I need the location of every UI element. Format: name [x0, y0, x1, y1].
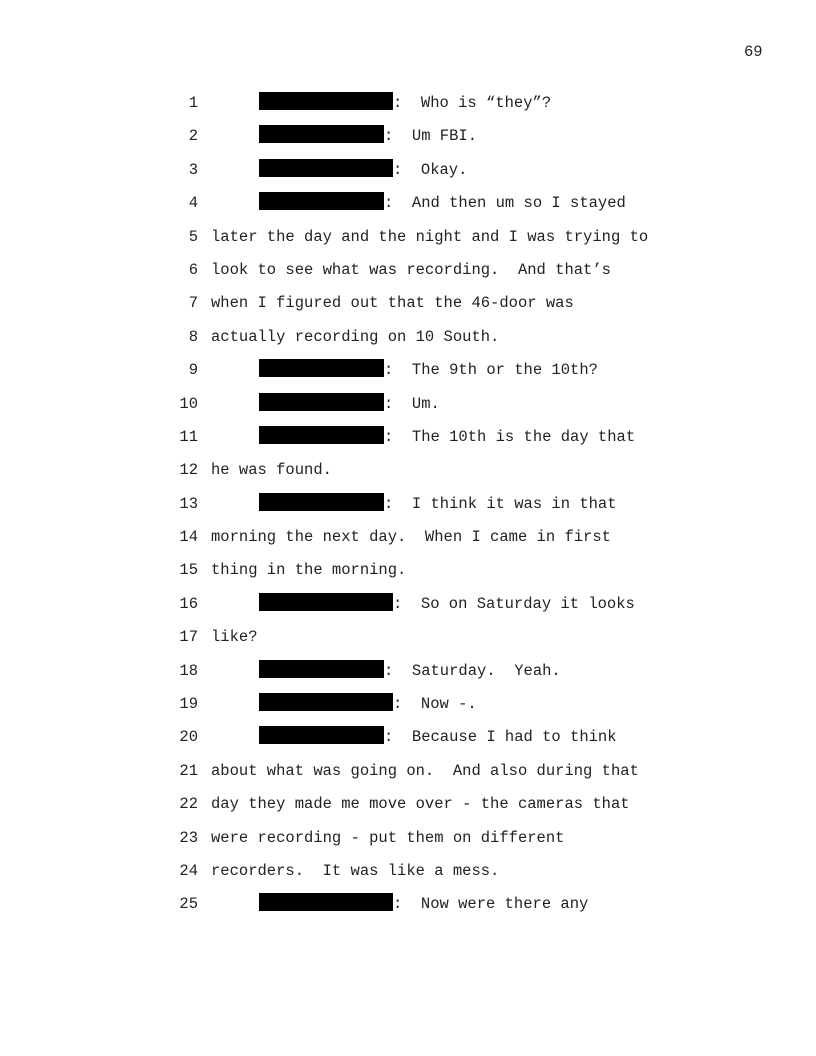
line-number: 25	[179, 895, 198, 914]
line-content: : Um FBI.	[384, 127, 478, 146]
line-content: : Now -.	[393, 695, 477, 714]
line-number: 7	[188, 294, 198, 313]
speaker-turn	[259, 588, 635, 621]
transcript-line	[0, 855, 816, 888]
line-content: : The 9th or the 10th?	[384, 361, 598, 380]
line-content: : Because I had to think	[384, 728, 617, 747]
line-content: thing in the morning.	[211, 561, 407, 580]
redacted-speaker-name	[259, 92, 393, 110]
speaker-turn	[259, 488, 617, 521]
line-number: 4	[188, 194, 198, 213]
redacted-speaker-name	[259, 393, 384, 411]
transcript-line	[0, 321, 816, 354]
transcript-line	[0, 488, 816, 521]
transcript-line	[0, 554, 816, 587]
redacted-speaker-name	[259, 593, 393, 611]
line-number: 6	[188, 260, 198, 279]
line-text	[211, 855, 499, 888]
line-number: 1	[188, 94, 198, 112]
transcript-line	[0, 87, 816, 120]
line-content: : And then um so I stayed	[384, 194, 626, 213]
line-content: : The 10th is the day that	[384, 427, 636, 446]
transcript-line	[0, 354, 816, 387]
transcript-line	[0, 621, 816, 654]
line-number: 19	[179, 695, 198, 714]
line-number: 11	[179, 427, 198, 446]
line-text	[211, 621, 258, 654]
speaker-turn	[259, 688, 477, 721]
line-content: were recording - put them on different	[211, 828, 565, 847]
line-text	[211, 755, 639, 788]
line-content: : Who is “they”?	[393, 94, 552, 112]
line-content: actually recording on 10 South.	[211, 327, 500, 346]
redacted-speaker-name	[259, 726, 384, 744]
line-number: 15	[179, 561, 198, 580]
speaker-turn	[259, 187, 626, 220]
transcript-line	[0, 454, 816, 487]
line-content: he was found.	[211, 461, 332, 480]
speaker-turn	[259, 120, 477, 153]
transcript-line	[0, 187, 816, 220]
speaker-turn	[259, 721, 617, 754]
transcript-line	[0, 788, 816, 821]
line-number: 2	[188, 127, 198, 146]
transcript-line	[0, 388, 816, 421]
transcript-line	[0, 721, 816, 754]
line-content: : So on Saturday it looks	[393, 594, 635, 613]
line-number: 12	[179, 461, 198, 480]
line-number: 22	[179, 795, 198, 814]
speaker-turn	[259, 421, 635, 454]
redacted-speaker-name	[259, 660, 384, 678]
transcript-line	[0, 254, 816, 287]
line-text	[211, 254, 611, 287]
transcript-line	[0, 221, 816, 254]
transcript-line	[0, 688, 816, 721]
page-number: 69	[744, 43, 763, 61]
transcript-line	[0, 888, 816, 921]
speaker-turn	[259, 388, 440, 421]
line-content: recorders. It was like a mess.	[211, 861, 500, 880]
transcript-line	[0, 120, 816, 153]
redacted-speaker-name	[259, 426, 384, 444]
transcript-body	[0, 87, 816, 922]
redacted-speaker-name	[259, 493, 384, 511]
redacted-speaker-name	[259, 125, 384, 143]
line-content: morning the next day. When I came in first	[211, 528, 611, 547]
transcript-line	[0, 755, 816, 788]
transcript-line	[0, 421, 816, 454]
line-content: when I figured out that the 46-door was	[211, 294, 574, 313]
line-content: : I think it was in that	[384, 494, 617, 513]
redacted-speaker-name	[259, 359, 384, 377]
transcript-line	[0, 822, 816, 855]
transcript-line	[0, 521, 816, 554]
transcript-line	[0, 588, 816, 621]
speaker-turn	[259, 655, 561, 688]
line-text	[211, 788, 630, 821]
line-text	[211, 454, 332, 487]
line-number: 18	[179, 661, 198, 680]
line-number: 17	[179, 628, 198, 647]
line-number: 13	[179, 494, 198, 513]
redacted-speaker-name	[259, 159, 393, 177]
redacted-speaker-name	[259, 693, 393, 711]
redacted-speaker-name	[259, 893, 393, 911]
line-content: like?	[211, 628, 258, 647]
redacted-speaker-name	[259, 192, 384, 210]
line-number: 10	[179, 394, 198, 413]
line-text	[211, 521, 611, 554]
line-content: look to see what was recording. And that’s	[211, 260, 611, 279]
speaker-turn	[259, 154, 467, 187]
line-number: 8	[188, 327, 198, 346]
line-text	[211, 221, 648, 254]
line-content: : Um.	[384, 394, 440, 413]
line-content: later the day and the night and I was trying to	[211, 227, 649, 246]
line-content: about what was going on. And also during that	[211, 761, 639, 780]
line-number: 3	[188, 160, 198, 179]
line-content: day they made me move over - the cameras that	[211, 795, 630, 814]
line-content: : Now were there any	[393, 895, 589, 914]
speaker-turn	[259, 87, 551, 120]
speaker-turn	[259, 888, 588, 921]
line-text	[211, 321, 499, 354]
line-content: : Okay.	[393, 160, 468, 179]
line-text	[211, 822, 564, 855]
line-content: : Saturday. Yeah.	[384, 661, 561, 680]
line-number: 24	[179, 861, 198, 880]
line-number: 16	[179, 594, 198, 613]
line-number: 21	[179, 761, 198, 780]
line-number: 23	[179, 828, 198, 847]
transcript-line	[0, 287, 816, 320]
transcript-line	[0, 655, 816, 688]
line-number: 5	[188, 227, 198, 246]
speaker-turn	[259, 354, 598, 387]
transcript-line	[0, 154, 816, 187]
line-number: 14	[179, 528, 198, 547]
line-number: 20	[179, 728, 198, 747]
line-text	[211, 287, 574, 320]
line-text	[211, 554, 406, 587]
line-number: 9	[188, 361, 198, 380]
